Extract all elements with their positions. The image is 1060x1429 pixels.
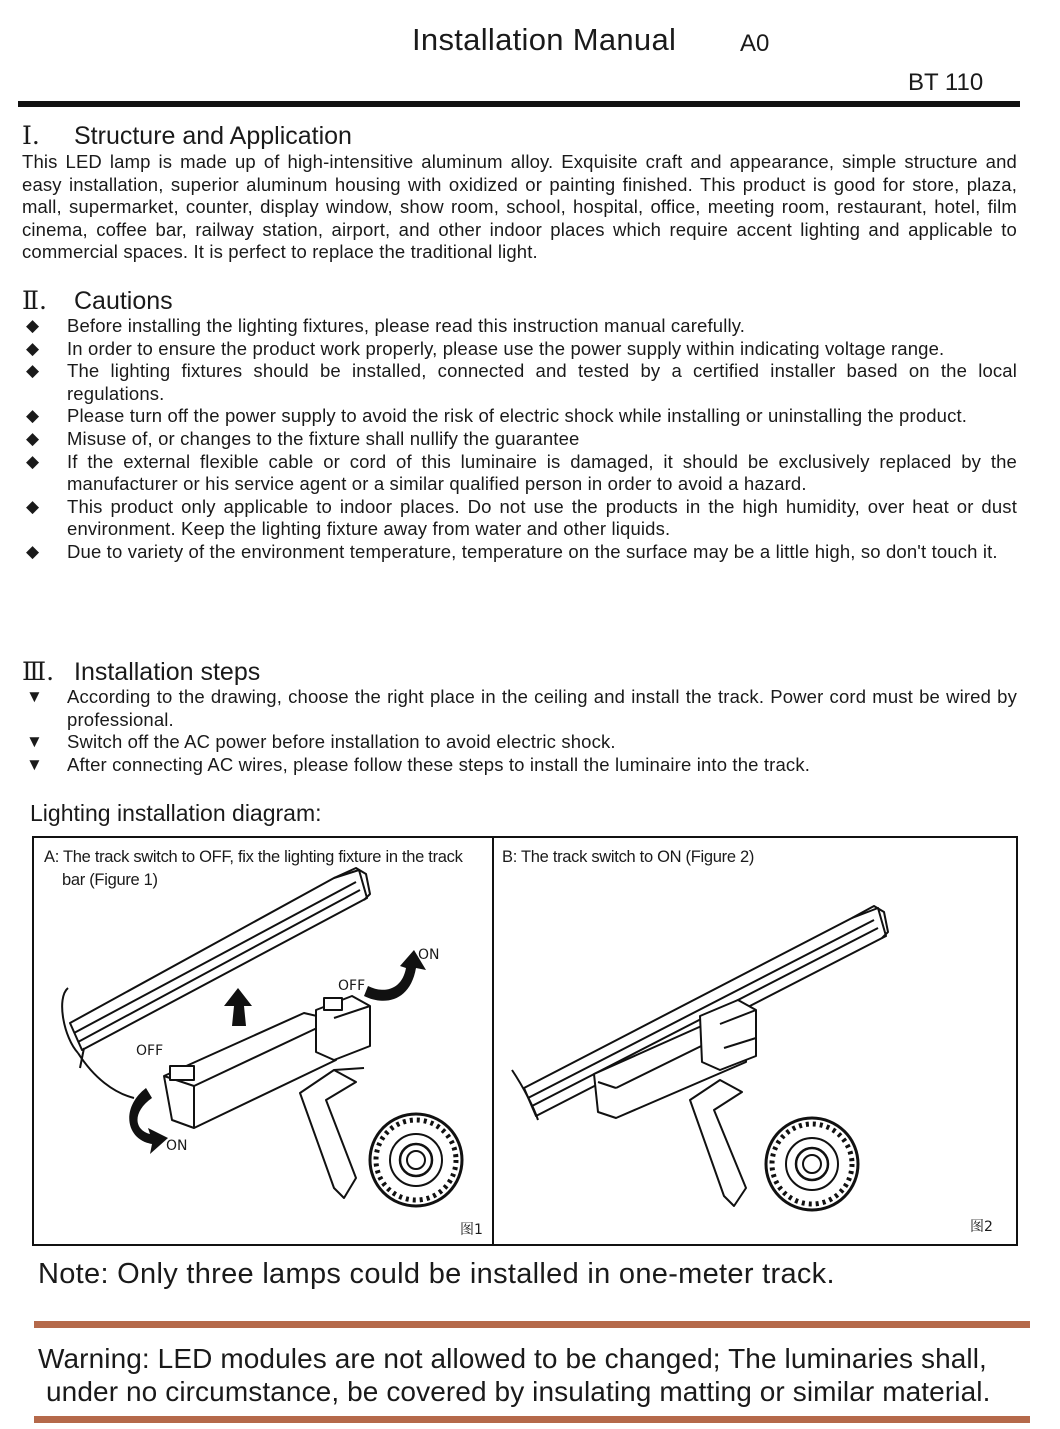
- panel-a-letter: A:: [44, 848, 59, 866]
- off-label: OFF: [136, 1043, 164, 1059]
- up-arrow-icon: [224, 988, 252, 1026]
- list-item: ▼ According to the drawing, choose the right place in the ceiling and install the track. Power cord must be wired by professional.: [26, 686, 1017, 730]
- on-label: ON: [166, 1138, 188, 1154]
- list-item: ◆ Before installing the lighting fixtures, please read this instruction manual carefully.: [26, 315, 746, 336]
- section-title: Installation steps: [74, 658, 261, 686]
- diamond-bullet-icon: ◆: [26, 338, 40, 358]
- triangle-bullet-icon: ▼: [26, 754, 43, 774]
- warning-line-2: under no circumstance, be covered by insulating matting or similar material.: [46, 1376, 991, 1407]
- steps-list-wrap: [22, 686, 1017, 776]
- diamond-bullet-icon: ◆: [26, 451, 40, 471]
- structure-paragraph: This LED lamp is made up of high-intensitive aluminum alloy. Exquisite craft and appearance, simple structure and easy installation, superior aluminum housing with oxidized or painting finished. This product is good for store, plaza, mall, supermarket, counter, display window, show room, school, hospital, office, meeting room, restaurant, hotel, film cinema, coffee bar, railway station, airport, and other indoor places which require accent lighting and applicable to commercial spaces. It is perfect to replace the traditional light.: [22, 151, 1017, 263]
- spotlight-head: [370, 1114, 462, 1206]
- on-label: ON: [418, 947, 440, 963]
- section-title: Structure and Application: [74, 122, 352, 150]
- panel-b-letter: B:: [502, 848, 517, 866]
- list-item: ◆ This product only applicable to indoor places. Do not use the products in the high humidity, over heat or dust environment. Keep the lighting fixture away from water and other liquids.: [26, 495, 1017, 540]
- list-item: ▼ Switch off the AC power before installation to avoid electric shock.: [26, 731, 616, 753]
- diamond-bullet-icon: ◆: [26, 361, 40, 381]
- list-item: ◆ If the external flexible cable or cord of this luminaire is damaged, it should be exclusively replaced by the manufacturer or his service agent or a similar qualified person in order to avoid a hazard.: [26, 450, 1017, 495]
- cautions-list-wrap: [22, 315, 1017, 564]
- brown-rule-bottom: [34, 1416, 1030, 1423]
- cautions-list: [22, 315, 1017, 564]
- section-cautions-heading: [22, 286, 173, 316]
- diamond-bullet-icon: ◆: [26, 316, 40, 335]
- panel-a-caption-line1: The track switch to OFF, fix the lighting fixture in the track: [63, 848, 463, 866]
- diamond-bullet-icon: ◆: [26, 496, 40, 516]
- document-title: Installation Manual: [412, 22, 677, 57]
- lamp-arm: [690, 1080, 746, 1206]
- figure-2-label: 图2: [970, 1219, 993, 1235]
- off-label: OFF: [338, 978, 366, 994]
- track-adapter: [316, 996, 370, 1060]
- section-installation-heading: [22, 657, 260, 687]
- curved-arrow-right-icon: [364, 950, 426, 1001]
- figure-2-illustration: [494, 838, 1016, 1244]
- spotlight-head: [766, 1118, 858, 1210]
- panel-a-caption-line2: bar (Figure 1): [62, 871, 158, 889]
- list-item: ◆ Due to variety of the environment temperature, temperature on the surface may be a little high, so don't touch it.: [26, 540, 998, 562]
- list-item: ◆ Misuse of, or changes to the fixture shall nullify the guarantee: [26, 427, 580, 449]
- section-number: Ⅰ.: [22, 121, 40, 150]
- diamond-bullet-icon: ◆: [26, 406, 40, 426]
- panel-b-caption-text: The track switch to ON (Figure 2): [521, 848, 755, 866]
- section-structure-heading: [22, 121, 352, 151]
- curved-arrow-left-icon: [129, 1088, 168, 1154]
- model-number: BT 110: [908, 69, 984, 96]
- list-item: ▼ After connecting AC wires, please follow these steps to install the luminaire into the track.: [26, 753, 811, 775]
- diamond-bullet-icon: ◆: [26, 428, 40, 448]
- warning-text: [38, 1342, 990, 1408]
- brown-rule-top: [34, 1321, 1030, 1328]
- revision-code: A0: [740, 30, 770, 57]
- figure-1-label: 图1: [460, 1222, 483, 1238]
- diamond-bullet-icon: ◆: [26, 541, 40, 561]
- diagram-heading: Lighting installation diagram:: [30, 800, 322, 826]
- list-item: ◆ In order to ensure the product work properly, please use the power supply within indicating voltage range.: [26, 337, 945, 359]
- lamp-arm: [300, 1068, 364, 1198]
- steps-list: [22, 686, 1017, 776]
- section-title: Cautions: [74, 287, 173, 315]
- track-bar: [512, 906, 888, 1120]
- section-number: Ⅲ.: [22, 657, 55, 686]
- list-item: ◆ The lighting fixtures should be installed, connected and tested by a certified installer based on the local regulations.: [26, 360, 1017, 404]
- figure-1-illustration: [34, 838, 492, 1244]
- note-text: Note: Only three lamps could be installed in one-meter track.: [38, 1258, 835, 1290]
- header-rule: [18, 101, 1020, 107]
- triangle-bullet-icon: ▼: [26, 687, 43, 706]
- warning-line-1: Warning: LED modules are not allowed to be changed; The luminaries shall,: [38, 1343, 987, 1374]
- section-number: Ⅱ.: [22, 286, 47, 315]
- triangle-bullet-icon: ▼: [26, 732, 43, 752]
- list-item: ◆ Please turn off the power supply to avoid the risk of electric shock while installing or uninstalling the product.: [26, 405, 968, 427]
